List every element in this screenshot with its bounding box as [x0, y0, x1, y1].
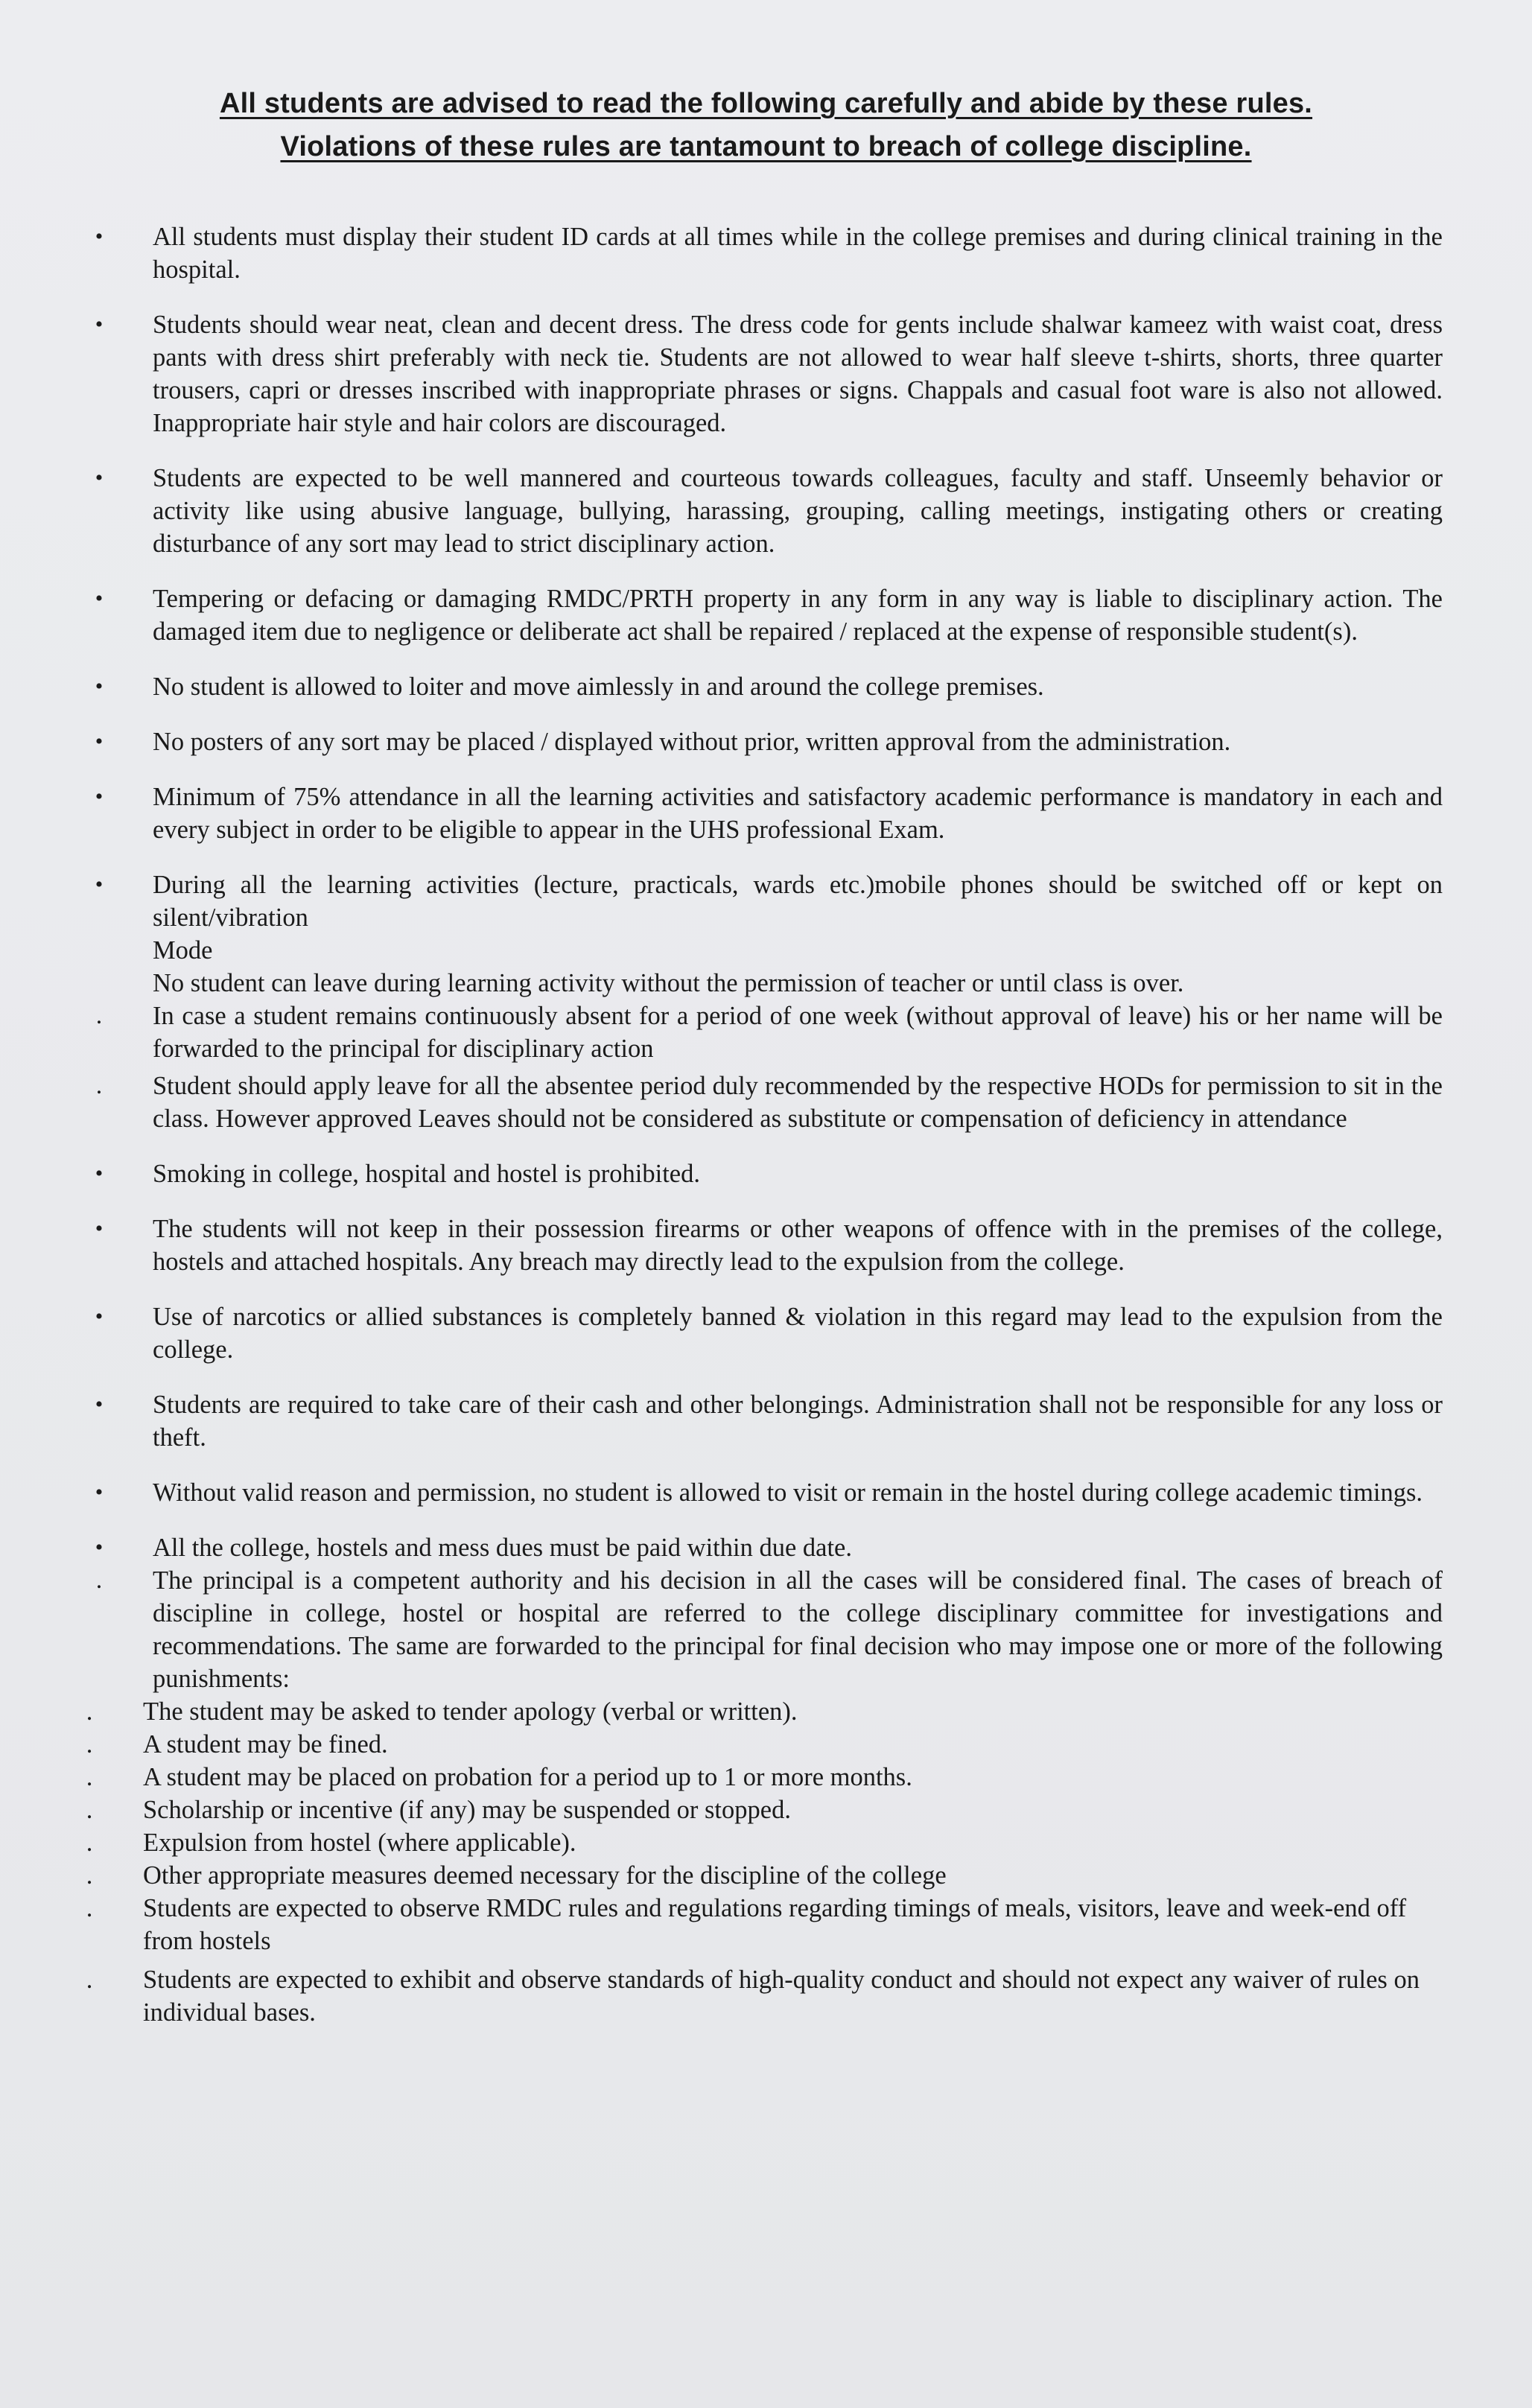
- rule-loitering: [95, 670, 1443, 703]
- rule-text: Student should apply leave for all the absentee period duly recommended by the respective HODs for permission to sit in the class. However approved Leaves should not be considered as substitute or compensation of deficiency in attendance: [153, 1072, 1443, 1133]
- bullet-icon: .: [86, 1966, 93, 1994]
- punishment-fine: [86, 1728, 1443, 1761]
- rule-text: The student may be asked to tender apology (verbal or written).: [143, 1697, 798, 1726]
- bullet-icon: .: [86, 1697, 93, 1726]
- punishment-hostel-expulsion: [86, 1826, 1443, 1859]
- rule-property: [95, 582, 1443, 648]
- bullet-icon: •: [95, 1161, 104, 1186]
- bullet-icon: •: [95, 1480, 104, 1505]
- bullet-icon: .: [95, 1566, 103, 1594]
- rule-text: Without valid reason and permission, no student is allowed to visit or remain in the hostel during college academic timings.: [153, 1478, 1423, 1507]
- rule-leave-class: No student can leave during learning activity without the permission of teacher or until class is over.: [153, 969, 1184, 997]
- bullet-icon: •: [95, 729, 104, 754]
- rule-absence: [95, 1000, 1443, 1065]
- rule-text: Scholarship or incentive (if any) may be suspended or stopped.: [143, 1796, 791, 1824]
- rule-dues: [95, 1531, 1443, 1564]
- rule-text: Other appropriate measures deemed necessary for the discipline of the college: [143, 1861, 947, 1890]
- document-heading: [89, 82, 1443, 168]
- bullet-icon: •: [95, 674, 104, 699]
- rule-posters: [95, 725, 1443, 758]
- rule-text: Tempering or defacing or damaging RMDC/PRTH property in any form in any way is liable to disciplinary action. The damaged item due to negligence or deliberate act shall be repaired / replaced at the expense of responsible student(s).: [153, 585, 1443, 646]
- rule-dress-code: [95, 308, 1443, 439]
- bullet-icon: .: [86, 1894, 93, 1922]
- rule-text: Expulsion from hostel (where applicable).: [143, 1829, 576, 1857]
- rules-list: [86, 220, 1443, 2029]
- rule-text: Smoking in college, hospital and hostel is prohibited.: [153, 1160, 700, 1188]
- bullet-icon: •: [95, 872, 104, 897]
- rule-belongings: [95, 1388, 1443, 1454]
- rule-text: Students are expected to be well mannered and courteous towards colleagues, faculty and staff. Unseemly behavior or activity like using abusive language, bullying, harassing, grouping, calling meetings, instigating others or creating disturbance of any sort may lead to strict disciplinary action.: [153, 464, 1443, 558]
- rule-text: Students are required to take care of their cash and other belongings. Administration shall not be responsible for any loss or theft.: [153, 1391, 1443, 1452]
- bullet-icon: •: [95, 224, 104, 249]
- rule-apply-leave: [95, 1070, 1443, 1135]
- rule-conduct: [95, 462, 1443, 560]
- rule-mobile-mode: Mode: [153, 936, 213, 965]
- rule-narcotics: [95, 1300, 1443, 1366]
- rule-text: Students are expected to exhibit and observe standards of high-quality conduct and should not expect any waiver of rules on individual bases.: [143, 1966, 1420, 2027]
- rule-text: Students should wear neat, clean and decent dress. The dress code for gents include shalwar kameez with waist coat, dress pants with dress shirt preferably with neck tie. Students are not allowed to wear half sleeve t-shirts, shorts, three quarter trousers, capri or dresses inscribed with inappropriate phrases or signs. Chappals and casual foot ware is also not allowed. Inappropriate hair style and hair colors are discouraged.: [153, 311, 1443, 437]
- rule-text: No posters of any sort may be placed / displayed without prior, written approval from the administration.: [153, 728, 1231, 756]
- bullet-icon: •: [95, 1216, 104, 1241]
- rule-text: Use of narcotics or allied substances is completely banned & violation in this regard may lead to the expulsion from the college.: [153, 1303, 1443, 1364]
- rule-mobile-phones: [95, 868, 1443, 934]
- bullet-icon: .: [86, 1861, 93, 1890]
- bullet-icon: •: [95, 586, 104, 611]
- punishment-probation: [86, 1761, 1443, 1794]
- bullet-icon: •: [95, 466, 104, 490]
- rule-text: In case a student remains continuously absent for a period of one week (without approval of leave) his or her name will be forwarded to the principal for disciplinary action: [153, 1002, 1443, 1063]
- rule-text: Minimum of 75% attendance in all the learning activities and satisfactory academic performance is mandatory in each and every subject in order to be eligible to appear in the UHS professional Exam.: [153, 783, 1443, 844]
- rule-text: The principal is a competent authority and his decision in all the cases will be considered final. The cases of breach of discipline in college, hostel or hospital are referred to the college disciplinary committee for investigations and recommendations. The same are forwarded to the principal for final decision who may impose one or more of the following punishments:: [153, 1566, 1443, 1693]
- punishment-other-measures: [86, 1859, 1443, 1892]
- bullet-icon: .: [95, 1002, 103, 1029]
- punishment-scholarship: [86, 1794, 1443, 1826]
- heading-line-2: Violations of these rules are tantamount to breach of college discipline.: [280, 131, 1252, 162]
- bullet-icon: .: [86, 1796, 93, 1824]
- rule-text: All students must display their student ID cards at all times while in the college premises and during clinical training in the hospital.: [153, 223, 1443, 284]
- bullet-icon: •: [95, 784, 104, 809]
- rule-text: The students will not keep in their possession firearms or other weapons of offence with in the premises of the college, hostels and attached hospitals. Any breach may directly lead to the expulsion from the college.: [153, 1215, 1443, 1276]
- rule-text: A student may be fined.: [143, 1730, 388, 1759]
- rule-text: A student may be placed on probation for a period up to 1 or more months.: [143, 1763, 912, 1791]
- rule-text: All the college, hostels and mess dues must be paid within due date.: [153, 1534, 852, 1562]
- rule-text: Students are expected to observe RMDC rules and regulations regarding timings of meals, visitors, leave and week-end off from hostels: [143, 1894, 1407, 1955]
- bullet-icon: •: [95, 1304, 104, 1329]
- rule-attendance: [95, 781, 1443, 846]
- bullet-icon: .: [86, 1829, 93, 1857]
- heading-line-1: All students are advised to read the following carefully and abide by these rules.: [219, 88, 1313, 119]
- bullet-icon: •: [95, 1535, 104, 1560]
- rule-high-quality-conduct: [86, 1963, 1443, 2029]
- bullet-icon: •: [95, 312, 104, 337]
- rule-hostel-regulations: [86, 1892, 1443, 1957]
- bullet-icon: •: [95, 1392, 104, 1417]
- bullet-icon: .: [86, 1730, 93, 1759]
- rule-principal-authority: [95, 1564, 1443, 1695]
- bullet-icon: .: [86, 1763, 93, 1791]
- rule-hostel-visit: [95, 1476, 1443, 1509]
- rule-text: During all the learning activities (lecture, practicals, wards etc.)mobile phones should be switched off or kept on silent/vibration: [153, 871, 1443, 932]
- rule-text: No student is allowed to loiter and move aimlessly in and around the college premises.: [153, 673, 1044, 701]
- punishment-apology: [86, 1695, 1443, 1728]
- bullet-icon: .: [95, 1072, 103, 1099]
- rule-smoking: [95, 1157, 1443, 1190]
- rule-firearms: [95, 1213, 1443, 1278]
- rule-id-cards: [95, 220, 1443, 286]
